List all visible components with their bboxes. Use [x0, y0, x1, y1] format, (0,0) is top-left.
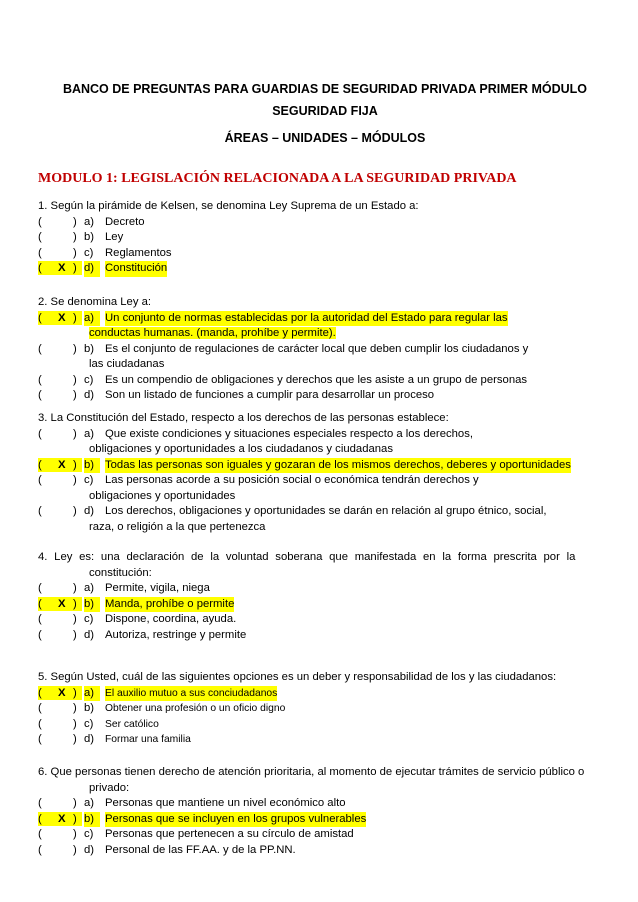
answer-mark [38, 612, 82, 626]
answer-mark [38, 827, 82, 841]
option-letter: d) [84, 389, 95, 401]
option-text: Manda, prohíbe o permite [105, 597, 234, 613]
answer-mark [38, 796, 82, 810]
option-text: Reglamentos [105, 246, 172, 259]
option-text: Dispone, coordina, ayuda. [105, 613, 237, 625]
answer-mark-selected [38, 812, 82, 826]
answer-mark [38, 388, 82, 402]
mark-close-paren: ) [73, 733, 77, 745]
mark-close-paren: ) [73, 373, 77, 386]
mark-close-paren: ) [73, 628, 77, 641]
option-text-continuation [38, 442, 598, 458]
mark-open-paren: ( [38, 843, 42, 856]
answer-option [38, 373, 598, 389]
option-text-continuation [38, 357, 598, 373]
option-text: Todas las personas son iguales y gozaran de los mismos derechos, deberes y oportunidades [105, 458, 571, 474]
mark-open-paren: ( [38, 215, 42, 228]
option-text: Son un listado de funciones a cumplir para desarrollar un proceso [105, 389, 435, 401]
option-letter: b) [84, 342, 95, 355]
answer-mark-selected [38, 261, 82, 275]
option-text-continuation-text: obligaciones y oportunidades [89, 489, 236, 502]
option-text-continuation-text: obligaciones y oportunidades a los ciudadanos y ciudadanas [89, 443, 393, 455]
question-block [38, 765, 598, 858]
mark-open-paren: ( [38, 582, 42, 594]
option-letter: b) [84, 597, 100, 613]
answer-option [38, 597, 598, 613]
answer-mark [38, 427, 82, 441]
mark-close-paren: ) [73, 828, 77, 840]
option-text: Que existe condiciones y situaciones especiales respecto a los derechos, [105, 427, 473, 440]
option-letter: d) [84, 733, 95, 745]
option-text: Las personas acorde a su posición social o económica tendrán derechos y [105, 474, 479, 486]
mark-open-paren: ( [38, 613, 42, 625]
option-text: El auxilio mutuo a sus conciudadanos [105, 686, 277, 702]
option-text: Personas que pertenecen a su círculo de amistad [105, 828, 354, 840]
question-text: 5. Según Usted, cuál de las siguientes opciones es un deber y responsabilidad de los y las ciudadanos: [38, 671, 557, 683]
mark-open-paren: ( [38, 373, 42, 386]
option-text-continuation-text: raza, o religión a la que pertenezca [89, 520, 266, 533]
question-text: 4. Ley es: una declaración de la voluntad soberana que manifestada en la forma prescrita por la [38, 551, 576, 563]
mark-close-paren: ) [73, 582, 77, 594]
option-text: Es el conjunto de regulaciones de carácter local que deben cumplir los ciudadanos y [105, 342, 529, 355]
option-letter: c) [84, 717, 94, 730]
question-text: 2. Se denomina Ley a: [38, 296, 152, 308]
answer-mark [38, 628, 82, 642]
option-text: Personal de las FF.AA. y de la PP.NN. [105, 843, 296, 856]
option-text: Autoriza, restringe y permite [105, 628, 247, 641]
option-text: Decreto [105, 215, 145, 228]
option-letter: c) [84, 373, 94, 386]
question-block [38, 411, 598, 535]
answer-mark [38, 732, 82, 746]
answer-mark [38, 342, 82, 356]
option-text-continuation [38, 326, 598, 342]
mark-open-paren: ( [38, 597, 42, 610]
mark-close-paren: ) [73, 702, 77, 714]
mark-open-paren: ( [38, 458, 42, 471]
option-text: Un conjunto de normas establecidas por la autoridad del Estado para regular las [105, 311, 508, 327]
mark-close-paren: ) [73, 505, 77, 517]
option-text: Obtener una profesión o un oficio digno [105, 703, 286, 714]
answer-mark-selected [38, 686, 82, 700]
mark-x: X [58, 311, 66, 324]
mark-close-paren: ) [73, 597, 77, 610]
mark-close-paren: ) [73, 427, 77, 440]
module-title: MODULO 1: LEGISLACIÓN RELACIONADA A LA SEGURIDAD PRIVADA [38, 171, 517, 186]
answer-option [38, 246, 598, 262]
mark-close-paren: ) [73, 613, 77, 625]
mark-close-paren: ) [73, 474, 77, 486]
answer-option [38, 686, 598, 702]
answer-option [38, 843, 598, 859]
question-text: 1. Según la pirámide de Kelsen, se denomina Ley Suprema de un Estado a: [38, 200, 419, 212]
option-letter: d) [84, 261, 100, 277]
answer-option [38, 796, 598, 812]
answer-mark-selected [38, 458, 82, 472]
mark-open-paren: ( [38, 389, 42, 401]
option-text: Permite, vigila, niega [105, 582, 210, 594]
option-letter: a) [84, 427, 95, 440]
question-block [38, 670, 598, 748]
option-text: Personas que se incluyen en los grupos vulnerables [105, 812, 366, 828]
answer-option [38, 732, 598, 748]
option-text-continuation [38, 520, 598, 536]
mark-open-paren: ( [38, 427, 42, 440]
option-letter: c) [84, 613, 94, 625]
document-title-line2: SEGURIDAD FIJA [272, 104, 378, 118]
document-title-line1: BANCO DE PREGUNTAS PARA GUARDIAS DE SEGURIDAD PRIVADA PRIMER MÓDULO [62, 82, 588, 96]
mark-open-paren: ( [38, 797, 42, 809]
option-text: Es un compendio de obligaciones y derechos que les asiste a un grupo de personas [105, 373, 528, 386]
mark-open-paren: ( [38, 311, 42, 324]
mark-open-paren: ( [38, 812, 42, 825]
option-letter: c) [84, 474, 94, 486]
mark-close-paren: ) [73, 231, 77, 243]
answer-option [38, 427, 598, 443]
option-text: Personas que mantiene un nivel económico alto [105, 797, 346, 809]
mark-open-paren: ( [38, 246, 42, 259]
mark-open-paren: ( [38, 686, 42, 699]
answer-mark [38, 843, 82, 857]
answer-option [38, 812, 598, 828]
mark-open-paren: ( [38, 717, 42, 730]
question-text-continuation: privado: [89, 781, 130, 794]
answer-option [38, 701, 598, 717]
mark-x: X [58, 458, 66, 471]
answer-option [38, 612, 598, 628]
question-text: 6. Que personas tienen derecho de atención prioritaria, al momento de ejecutar trámites de servicio público o [38, 766, 585, 778]
option-letter: a) [84, 582, 95, 594]
answer-option [38, 581, 598, 597]
mark-close-paren: ) [73, 797, 77, 809]
answer-mark [38, 373, 82, 387]
answer-option [38, 827, 598, 843]
option-letter: a) [84, 797, 95, 809]
mark-open-paren: ( [38, 505, 42, 517]
answer-mark [38, 504, 82, 518]
mark-close-paren: ) [73, 389, 77, 401]
option-text: Constitución [105, 261, 167, 277]
question-text-continuation: constitución: [89, 566, 152, 579]
answer-option [38, 458, 598, 474]
mark-open-paren: ( [38, 342, 42, 355]
option-letter: b) [84, 702, 95, 714]
mark-open-paren: ( [38, 733, 42, 745]
mark-open-paren: ( [38, 628, 42, 641]
mark-close-paren: ) [73, 311, 77, 324]
option-letter: c) [84, 828, 94, 840]
mark-open-paren: ( [38, 474, 42, 486]
option-text-continuation [38, 489, 598, 505]
option-text-continuation-text: conductas humanas. (manda, prohíbe y permite). [89, 327, 336, 339]
option-letter: a) [84, 311, 100, 327]
mark-close-paren: ) [73, 686, 77, 699]
option-letter: b) [84, 231, 95, 243]
answer-mark [38, 581, 82, 595]
question-block [38, 199, 598, 277]
answer-option [38, 473, 598, 489]
option-text-continuation-text: las ciudadanas [89, 358, 165, 370]
answer-option [38, 230, 598, 246]
option-letter: b) [84, 812, 100, 828]
answer-mark-selected [38, 311, 82, 325]
answer-mark [38, 701, 82, 715]
option-letter: a) [84, 215, 95, 228]
mark-close-paren: ) [73, 843, 77, 856]
answer-mark [38, 230, 82, 244]
answer-option [38, 311, 598, 327]
question-text: 3. La Constitución del Estado, respecto a los derechos de las personas establece: [38, 412, 449, 424]
answer-option [38, 717, 598, 733]
mark-open-paren: ( [38, 702, 42, 714]
mark-open-paren: ( [38, 262, 42, 274]
mark-close-paren: ) [73, 812, 77, 825]
mark-x: X [58, 262, 66, 274]
mark-open-paren: ( [38, 828, 42, 840]
answer-option [38, 261, 598, 277]
mark-x: X [58, 597, 66, 610]
answer-mark [38, 215, 82, 229]
option-letter: c) [84, 246, 94, 259]
mark-close-paren: ) [73, 717, 77, 730]
option-letter: d) [84, 505, 95, 517]
answer-mark-selected [38, 597, 82, 611]
option-letter: b) [84, 458, 100, 474]
option-text: Los derechos, obligaciones y oportunidades se darán en relación al grupo étnico, social, [105, 505, 547, 517]
answer-option [38, 342, 598, 358]
answer-mark [38, 717, 82, 731]
document-subtitle: ÁREAS – UNIDADES – MÓDULOS [224, 131, 426, 145]
option-letter: d) [84, 628, 95, 641]
option-letter: a) [84, 686, 100, 702]
option-letter: d) [84, 843, 95, 856]
answer-mark [38, 246, 82, 260]
mark-open-paren: ( [38, 231, 42, 243]
mark-close-paren: ) [73, 262, 77, 274]
mark-x: X [58, 686, 66, 699]
mark-close-paren: ) [73, 342, 77, 355]
answer-option [38, 504, 598, 520]
mark-close-paren: ) [73, 215, 77, 228]
answer-option [38, 388, 598, 404]
option-text: Formar una familia [105, 734, 191, 745]
question-block [38, 550, 598, 643]
mark-x: X [58, 812, 66, 825]
question-block [38, 295, 598, 404]
answer-option [38, 215, 598, 231]
answer-option [38, 628, 598, 644]
mark-close-paren: ) [73, 458, 77, 471]
option-text: Ser católico [105, 718, 159, 730]
answer-mark [38, 473, 82, 487]
option-text: Ley [105, 231, 124, 243]
mark-close-paren: ) [73, 246, 77, 259]
